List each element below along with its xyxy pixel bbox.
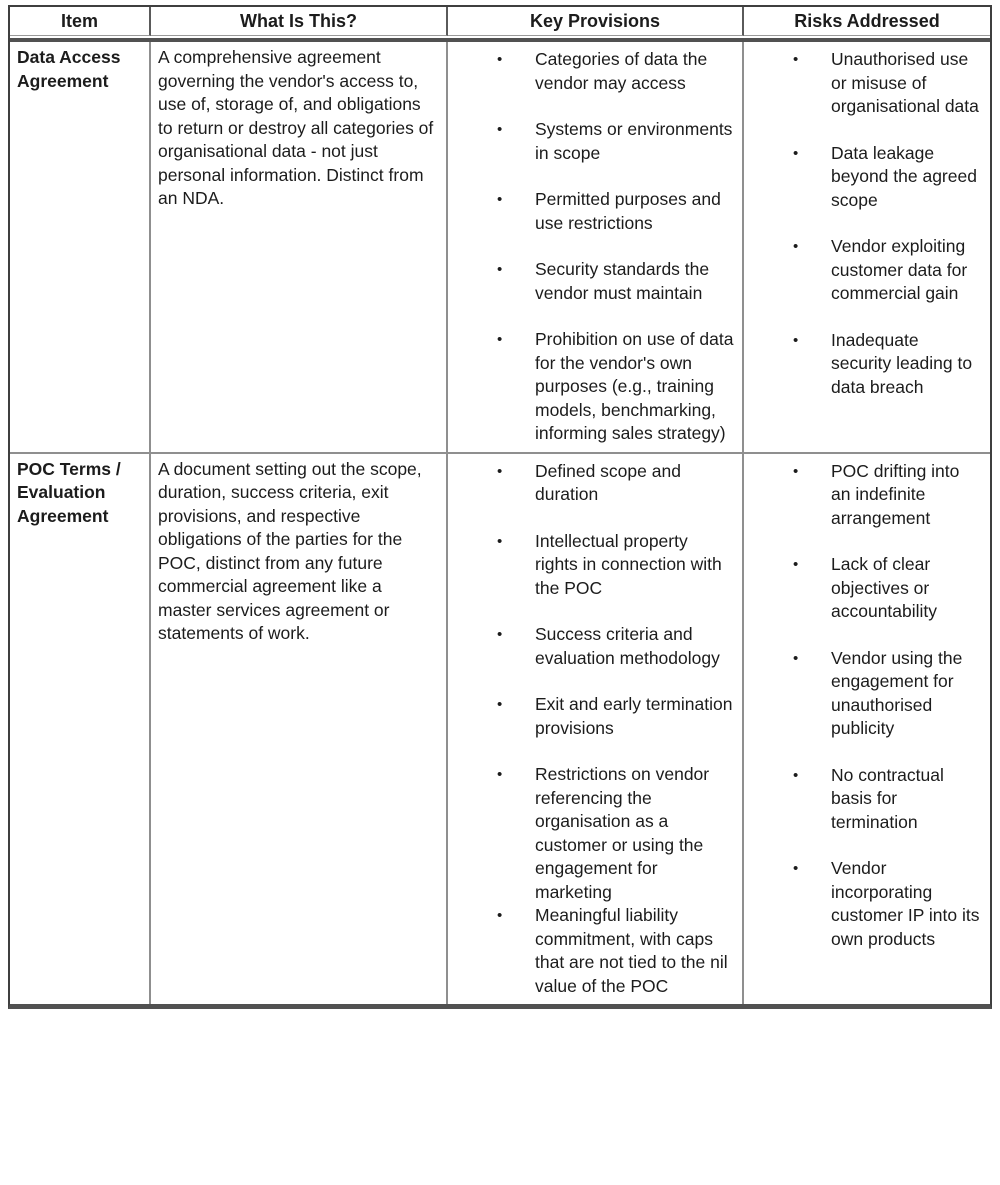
bullet-item (455, 118, 735, 165)
description-cell: A comprehensive agreement governing the vendor's access to, use of, storage of, and obligations to return or destroy all categories of organisational data - not just personal information. Distinct from an NDA. (151, 42, 448, 452)
bullet-icon: • (793, 556, 799, 573)
bullet-text: Security standards the vendor must maintain (535, 259, 710, 303)
bullet-text: POC drifting into an indefinite arrangement (831, 460, 960, 528)
bullet-item (751, 142, 983, 213)
bullet-item (751, 857, 983, 951)
bullet-icon: • (793, 238, 799, 255)
bullet-item (751, 48, 983, 119)
bullet-icon: • (497, 462, 503, 480)
column-header-key-provisions: Key Provisions (448, 7, 744, 36)
bullet-item (751, 329, 983, 400)
bullet-item (455, 693, 735, 740)
provisions-cell (448, 454, 744, 1005)
description-cell: A document setting out the scope, duration, success criteria, exit provisions, and respective obligations of the parties for the POC, distinct from any future commercial agreement like a master services agreement or statements of work. (151, 454, 448, 1005)
bullet-item (455, 460, 735, 507)
column-header-what-is-this: What Is This? (151, 7, 448, 36)
bullet-icon: • (497, 532, 503, 550)
risks-cell (744, 454, 990, 1005)
bullet-icon: • (793, 649, 799, 667)
provisions-list (455, 48, 735, 446)
bullet-text: Prohibition on use of data for the vendor's own purposes (e.g., training models, benchmarking, informing sales strategy) (535, 329, 734, 443)
provisions-cell (448, 42, 744, 452)
bullet-item (455, 530, 735, 601)
bullet-icon: • (497, 51, 503, 68)
bullet-text: Lack of clear objectives or accountability (831, 554, 938, 621)
provisions-list (455, 460, 735, 999)
bullet-item (455, 258, 735, 305)
bullet-text: Systems or environments in scope (535, 119, 733, 163)
bullet-item (751, 553, 983, 624)
bullet-icon: • (793, 766, 799, 784)
bullet-text: No contractual basis for termination (831, 764, 944, 832)
item-cell: Data Access Agreement (10, 42, 151, 452)
risks-cell (744, 42, 990, 452)
column-header-item: Item (10, 7, 151, 36)
bullet-icon: • (497, 626, 503, 643)
bullet-text: Restrictions on vendor referencing the organisation as a customer or using the engagement for marketing (535, 764, 710, 902)
bullet-item (455, 188, 735, 235)
bullet-icon: • (497, 261, 503, 278)
bullet-item (751, 235, 983, 306)
bullet-icon: • (497, 907, 503, 924)
bullet-text: Unauthorised use or misuse of organisational data (831, 49, 979, 116)
bullet-icon: • (793, 51, 799, 68)
bullet-icon: • (793, 144, 799, 162)
bullet-item (751, 460, 983, 531)
bullet-text: Exit and early termination provisions (535, 694, 733, 738)
table-row (10, 42, 990, 452)
bullet-text: Categories of data the vendor may access (535, 49, 708, 93)
table-row (10, 452, 990, 1005)
bullet-item (455, 328, 735, 446)
column-header-risks-addressed: Risks Addressed (744, 7, 990, 36)
bullet-icon: • (793, 462, 799, 480)
bullet-text: Data leakage beyond the agreed scope (831, 142, 977, 210)
bullet-item (751, 764, 983, 835)
risks-list (751, 460, 983, 952)
table-header-row (10, 7, 990, 42)
bullet-icon: • (497, 331, 503, 348)
bullet-item (751, 647, 983, 741)
bullet-text: Permitted purposes and use restrictions (535, 189, 721, 233)
table-body (10, 42, 990, 1004)
bullet-icon: • (497, 696, 503, 713)
bullet-item (455, 623, 735, 670)
bullet-icon: • (793, 331, 799, 349)
bullet-text: Meaningful liability commitment, with caps that are not tied to the nil value of the POC (535, 905, 728, 996)
bullet-text: Vendor incorporating customer IP into its own products (831, 858, 980, 949)
bullet-text: Vendor using the engagement for unauthorised publicity (831, 647, 963, 738)
bullet-icon: • (793, 860, 799, 877)
bullet-text: Intellectual property rights in connection with the POC (535, 530, 722, 598)
bullet-icon: • (497, 121, 503, 138)
bullet-item (455, 48, 735, 95)
bullet-icon: • (497, 766, 503, 783)
bullet-item (455, 904, 735, 998)
bullet-text: Inadequate security leading to data breach (831, 329, 973, 397)
risks-list (751, 48, 983, 399)
bullet-item (455, 763, 735, 904)
bullet-text: Defined scope and duration (535, 460, 681, 504)
bullet-icon: • (497, 191, 503, 208)
item-cell: POC Terms / Evaluation Agreement (10, 454, 151, 1005)
bullet-text: Vendor exploiting customer data for commercial gain (831, 236, 968, 303)
vendor-agreements-table (8, 5, 992, 1009)
bullet-text: Success criteria and evaluation methodology (535, 624, 720, 668)
